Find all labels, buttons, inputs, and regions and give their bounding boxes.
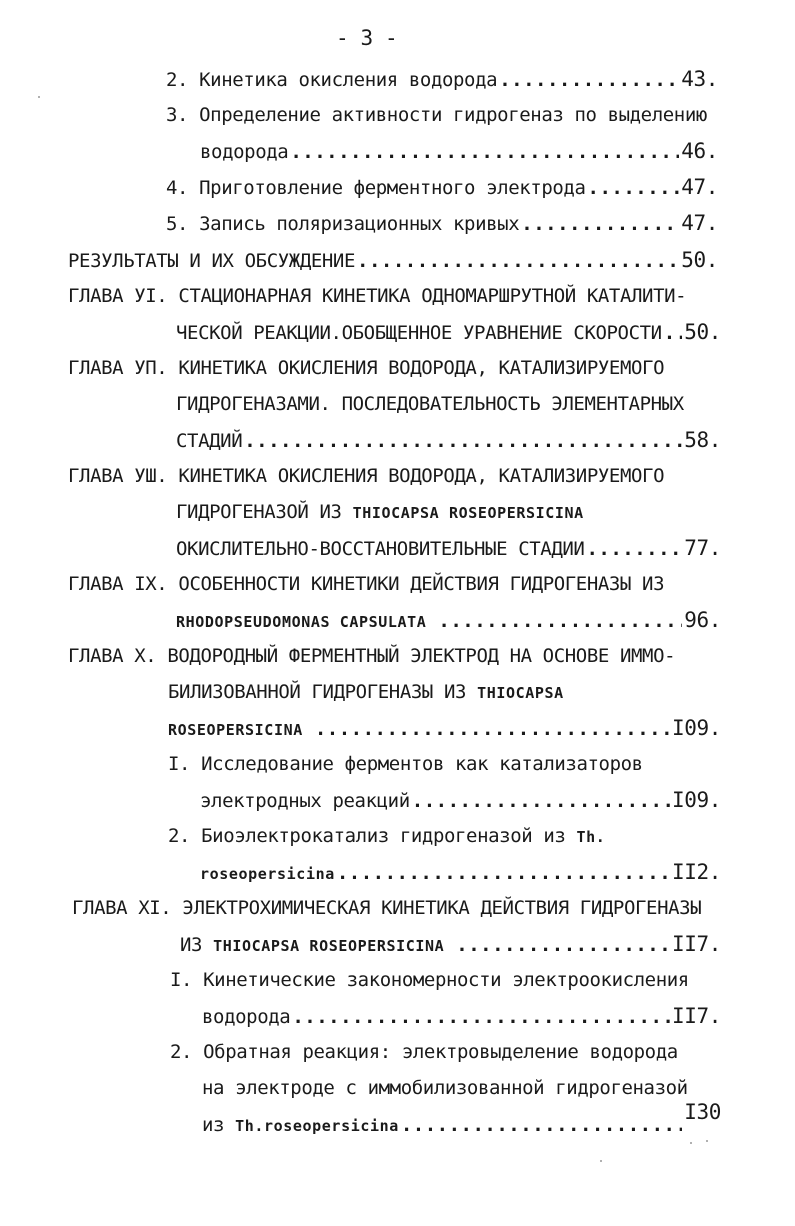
chapter-entry-cont	[176, 317, 721, 347]
chapter-title: КИНЕТИКА ОКИСЛЕНИЯ ВОДОРОДА, КАТАЛИЗИРУЕМОГО	[178, 465, 665, 487]
chapter-entry-cont	[168, 713, 721, 743]
chapter-title-cont: СТАДИЙ	[176, 430, 243, 452]
toc-entry-cont	[202, 1100, 721, 1139]
toc-entry	[166, 172, 718, 202]
leader-dots	[290, 137, 679, 167]
toc-title: Запись поляризационных кривых	[199, 213, 520, 235]
organism-name: RHODOPSEUDOMONAS CAPSULATA	[176, 613, 427, 631]
toc-title: РЕЗУЛЬТАТЫ И ИХ ОБСУЖДЕНИЕ	[68, 250, 356, 272]
chapter-title: ОСОБЕННОСТИ КИНЕТИКИ ДЕЙСТВИЯ ГИДРОГЕНАЗЫ ИЗ	[178, 573, 665, 595]
toc-page: 58.	[684, 428, 721, 452]
toc-page: I30	[684, 1100, 721, 1124]
chapter-title: ВОДОРОДНЫЙ ФЕРМЕНТНЫЙ ЭЛЕКТРОД НА ОСНОВЕ ИММО-	[167, 645, 676, 667]
chapter-label: ГЛАВА УШ.	[68, 465, 168, 487]
organism-name: THIOCAPSA ROSEOPERSICINA	[213, 937, 445, 955]
toc-entry-cont	[200, 785, 721, 815]
toc-num: 5.	[166, 213, 189, 235]
chapter-title-cont: ГИДРОГЕНАЗАМИ. ПОСЛЕДОВАТЕЛЬНОСТЬ ЭЛЕМЕНТАРНЫХ	[176, 393, 684, 415]
toc-entry	[168, 821, 728, 851]
leader-dots	[244, 426, 682, 456]
leader-dots	[315, 714, 670, 744]
toc-page: II7.	[672, 1004, 721, 1028]
chapter-label: ГЛАВА Х.	[68, 645, 157, 667]
scan-speck	[38, 96, 40, 98]
toc-entry	[166, 100, 726, 130]
toc-entry	[166, 208, 718, 238]
toc-title: Исследование ферментов как катализаторов	[201, 753, 643, 775]
toc-title: Кинетические закономерности электроокисления	[203, 969, 689, 991]
organism-abbrev: Th.	[576, 828, 606, 846]
scan-speck	[600, 1160, 602, 1162]
organism-name: THIOCAPSA	[477, 684, 564, 702]
toc-title-cont: водорода	[202, 1006, 291, 1028]
toc-num: 2.	[166, 69, 189, 91]
chapter-entry-cont	[176, 605, 721, 635]
toc-entry	[170, 1037, 730, 1067]
toc-page: 47.	[681, 211, 718, 235]
toc-page: 43.	[681, 67, 718, 91]
toc-entry-cont	[200, 857, 721, 887]
toc-num: 2.	[168, 825, 191, 847]
toc-page: II2.	[672, 860, 721, 884]
organism-name: THIOCAPSA ROSEOPERSICINA	[352, 504, 584, 522]
organism-name: roseopersicina	[200, 865, 335, 883]
toc-entry-cont	[200, 136, 718, 166]
chapter-entry-cont	[176, 497, 721, 527]
toc-entry	[166, 64, 718, 94]
toc-num: I.	[170, 969, 193, 991]
toc-page: I09.	[672, 788, 721, 812]
chapter-title-cont: ГИДРОГЕНАЗОЙ ИЗ	[176, 501, 342, 523]
toc-page: 50.	[681, 248, 718, 272]
toc-num: I.	[168, 753, 191, 775]
toc-title-cont: из	[202, 1114, 225, 1136]
toc-entry	[68, 245, 718, 275]
chapter-title-cont: БИЛИЗОВАННОЙ ГИДРОГЕНАЗЫ ИЗ	[168, 681, 467, 703]
toc-entry	[168, 749, 728, 779]
leader-dots	[337, 858, 670, 888]
organism-name: ROSEOPERSICINA	[168, 721, 303, 739]
chapter-entry	[68, 641, 688, 671]
toc-title: Определение активности гидрогеназ по выделению	[199, 104, 707, 126]
chapter-title: СТАЦИОНАРНАЯ КИНЕТИКА ОДНОМАРШРУТНОЙ КАТАЛИТИ-	[178, 285, 687, 307]
toc-page: II7.	[672, 932, 721, 956]
toc-page: 77.	[684, 536, 721, 560]
toc-page: I09.	[672, 716, 721, 740]
toc-title: Приготовление ферментного электрода	[199, 177, 586, 199]
chapter-label: ГЛАВА УП.	[68, 357, 168, 379]
chapter-entry	[68, 281, 688, 311]
organism-name: Th.roseopersicina	[235, 1117, 399, 1135]
leader-dots	[438, 606, 682, 636]
toc-num: 2.	[170, 1041, 193, 1063]
leader-dots	[412, 786, 670, 816]
toc-title: Кинетика окисления водорода	[199, 69, 498, 91]
chapter-label: ГЛАВА УI.	[68, 285, 168, 307]
scan-speck	[706, 1140, 708, 1142]
leader-dots	[588, 173, 680, 203]
chapter-entry-cont	[180, 929, 721, 959]
page-number: - 3 -	[336, 26, 398, 50]
toc-title-cont: водорода	[200, 141, 289, 163]
leader-dots	[292, 1002, 670, 1032]
chapter-entry-cont	[176, 389, 721, 419]
leader-dots	[499, 65, 679, 95]
chapter-entry-cont	[176, 533, 721, 563]
chapter-entry	[68, 569, 688, 599]
chapter-title: ЭЛЕКТРОХИМИЧЕСКАЯ КИНЕТИКА ДЕЙСТВИЯ ГИДРОГЕНАЗЫ	[182, 897, 702, 919]
toc-page: 50.	[684, 320, 721, 344]
chapter-entry	[72, 893, 722, 923]
chapter-title-cont: ЧЕСКОЙ РЕАКЦИИ.ОБОБЩЕННОЕ УРАВНЕНИЕ СКОРОСТИ	[176, 322, 662, 344]
toc-num: 3.	[166, 104, 189, 126]
leader-dots	[401, 1110, 682, 1140]
leader-dots	[664, 318, 683, 348]
chapter-entry-cont	[176, 425, 721, 455]
leader-dots	[521, 209, 679, 239]
chapter-label: ГЛАВА XI.	[72, 897, 172, 919]
toc-num: 4.	[166, 177, 189, 199]
toc-entry-cont	[202, 1073, 727, 1103]
leader-dots	[357, 246, 679, 276]
toc-title: Обратная реакция: электровыделение водорода	[203, 1041, 678, 1063]
toc-title: Биоэлектрокатализ гидрогеназой из	[201, 825, 566, 847]
chapter-entry	[68, 461, 688, 491]
chapter-entry-cont	[168, 677, 718, 707]
chapter-label: ГЛАВА IX.	[68, 573, 168, 595]
toc-title-cont: на электроде с иммобилизованной гидрогеназой	[202, 1077, 688, 1099]
toc-entry-cont	[202, 1001, 721, 1031]
scan-speck	[690, 1142, 692, 1144]
toc-page: 96.	[684, 608, 721, 632]
leader-dots	[456, 930, 670, 960]
leader-dots	[586, 534, 682, 564]
chapter-title-cont: ОКИСЛИТЕЛЬНО-ВОССТАНОВИТЕЛЬНЫЕ СТАДИИ	[176, 538, 585, 560]
toc-page: 47.	[681, 175, 718, 199]
toc-page: 46.	[681, 139, 718, 163]
chapter-title-cont: ИЗ	[180, 934, 203, 956]
toc-title-cont: электродных реакций	[200, 790, 410, 812]
toc-entry	[170, 965, 730, 995]
chapter-title: КИНЕТИКА ОКИСЛЕНИЯ ВОДОРОДА, КАТАЛИЗИРУЕМОГО	[178, 357, 665, 379]
chapter-entry	[68, 353, 688, 383]
